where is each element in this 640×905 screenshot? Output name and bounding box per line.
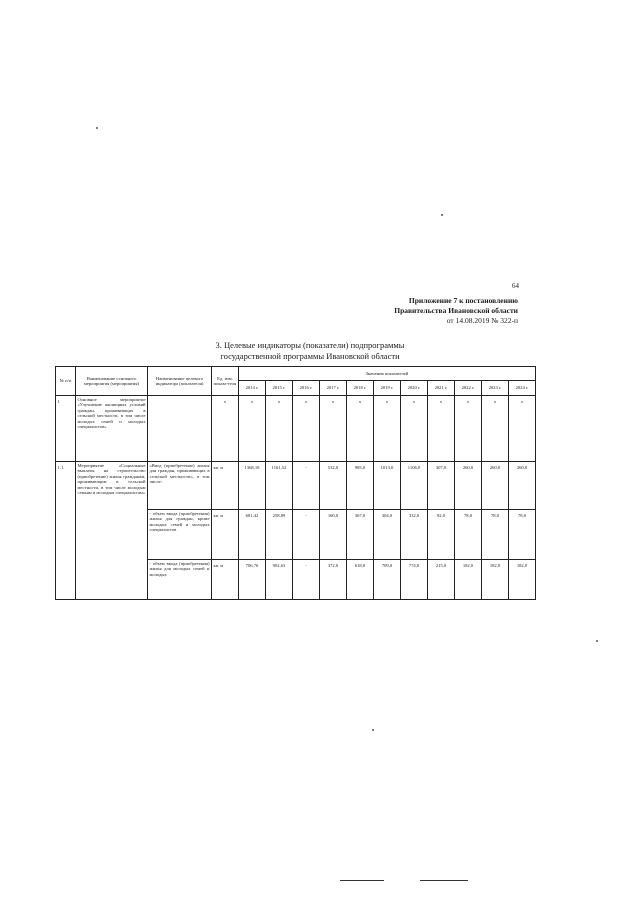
value-cell: 92,0 [428,510,455,560]
value-cell: 709,0 [374,560,401,600]
event-cell: Основное мероприятие «Улучшение жилищных условий граждан, проживающих в сельской местности, в том числе молодых семей и молодых специалистов» [76,396,148,462]
value-cell: - [293,462,320,510]
scan-speck [372,729,374,731]
value-cell: 182,0 [482,560,509,600]
value-cell: 182,0 [455,560,482,600]
scan-speck [596,640,598,642]
value-cell: 307,0 [428,462,455,510]
value-cell: 372,0 [320,560,347,600]
value-cell: х [266,396,293,462]
page-number: 64 [512,282,519,290]
value-cell: х [482,396,509,462]
value-cell: 215,0 [428,560,455,600]
value-cell: 304,0 [374,510,401,560]
indicator-cell: - объем ввода (приобретения) жилья для граждан, кроме молодых семей и молодых специалистов [148,510,212,560]
scan-line [420,880,468,881]
value-cell: 774,0 [401,560,428,600]
value-cell: х [239,396,266,462]
value-cell: 182,0 [509,560,536,600]
value-cell: 618,0 [347,560,374,600]
year-header: 2018 г. [347,381,374,396]
value-cell: 160,0 [320,510,347,560]
year-header: 2015 г. [266,381,293,396]
appendix-line-2: Правительства Ивановской области [394,306,518,315]
document-title [180,340,440,362]
table-row [56,462,536,510]
value-cell: 681,42 [239,510,266,560]
year-header: 2021 г. [428,381,455,396]
appendix-line-1: Приложение 7 к постановлению [408,296,518,305]
year-header: 2017 г. [320,381,347,396]
unit-cell: х [212,396,239,462]
value-cell: 985,0 [347,462,374,510]
value-cell: 706,76 [239,560,266,600]
table-row [56,396,536,462]
year-header: 2020 г. [401,381,428,396]
header-indicator: Наименование целевого индикатора (показателя) [148,367,212,396]
value-cell: х [509,396,536,462]
unit-cell: кв. м [212,560,239,600]
value-cell: 260,0 [482,462,509,510]
value-cell: 260,0 [455,462,482,510]
title-line-1: 3. Целевые индикаторы (показатели) подпрограммы [215,340,405,350]
value-cell: х [347,396,374,462]
header-num: № п/п [56,367,76,396]
row-num: 1.1. [56,462,76,600]
header-unit: Ед. изм. показа-теля [212,367,239,396]
year-header: 2019 г. [374,381,401,396]
appendix-line-3: от 14.08.2019 № 322-п [446,316,518,325]
value-cell: - [293,560,320,600]
value-cell: 1368,18 [239,462,266,510]
value-cell: х [374,396,401,462]
indicator-cell: «Ввод (приобретение) жилья для граждан, проживающих в сельской местности», в том числе: [148,462,212,510]
value-cell: 260,0 [509,462,536,510]
value-cell: х [428,396,455,462]
value-cell: 78,0 [455,510,482,560]
year-header: 2022 г. [455,381,482,396]
value-cell: 78,0 [509,510,536,560]
appendix-header [394,296,518,326]
title-line-2: государственной программы Ивановской области [220,351,400,361]
value-cell: х [293,396,320,462]
unit-cell: кв. м [212,462,239,510]
indicators-table [55,366,536,600]
value-cell: 532,0 [320,462,347,510]
value-cell: 1106,0 [401,462,428,510]
value-cell: 1013,0 [374,462,401,510]
value-cell: х [320,396,347,462]
year-header: 2024 г. [509,381,536,396]
scan-speck [441,214,443,216]
value-cell: 78,0 [482,510,509,560]
scan-speck [96,127,98,129]
unit-cell: кв. м [212,510,239,560]
value-cell: 258,89 [266,510,293,560]
year-header: 2014 г. [239,381,266,396]
value-cell: - [293,510,320,560]
scan-line [340,880,384,881]
value-cell: х [455,396,482,462]
header-values: Значения показателей [239,367,536,381]
value-cell: 367,0 [347,510,374,560]
event-cell: Мероприятие «Социальные выплаты на строительство (приобретение) жилья гражданам, проживающим в сельской местности, в том числе молодым семьям и молодым специалистам» [76,462,148,600]
year-header: 2023 г. [482,381,509,396]
year-header: 2016 г. [293,381,320,396]
value-cell: 902,63 [266,560,293,600]
value-cell: 1161,52 [266,462,293,510]
indicator-cell: - объем ввода (приобретения) жилья для молодых семей и молодых [148,560,212,600]
indicator-cell [148,396,212,462]
value-cell: 332,0 [401,510,428,560]
header-event: Наименование основного мероприятия (мероприятия) [76,367,148,396]
row-num: 1 [56,396,76,462]
value-cell: х [401,396,428,462]
